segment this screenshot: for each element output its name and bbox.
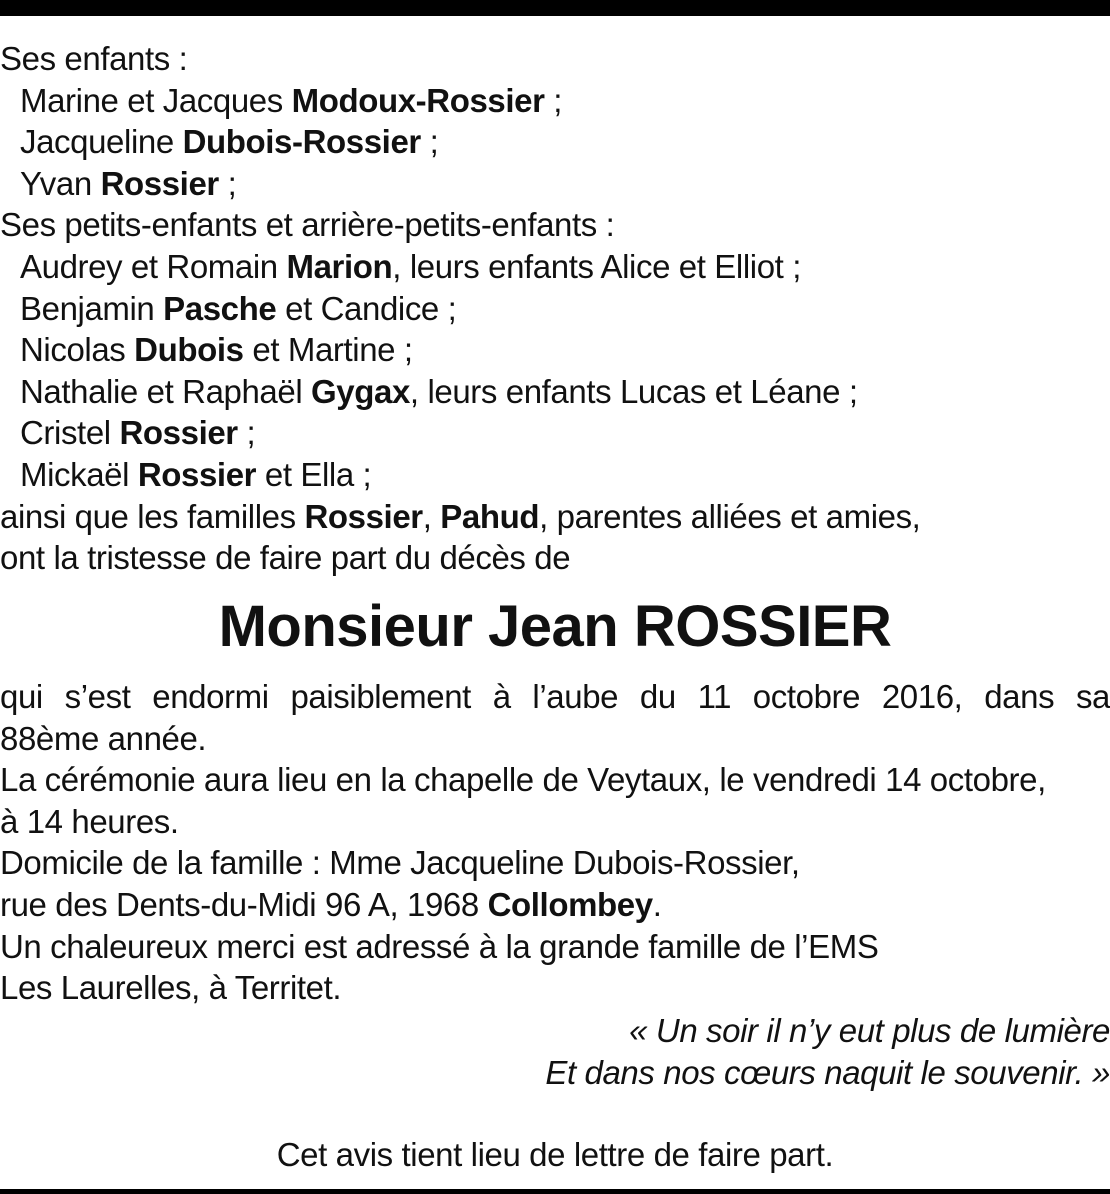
grandchild-given: Benjamin — [20, 289, 164, 327]
grandchild-given: Audrey et Romain — [20, 247, 287, 285]
domicile-address: rue des Dents-du-Midi 96 A, 1968 — [0, 885, 488, 923]
families-prefix: ainsi que les familles — [0, 497, 305, 535]
grandchild-entry — [0, 412, 1110, 454]
top-rule — [0, 0, 1110, 16]
grandchild-entry — [0, 329, 1110, 371]
families-separator: , — [422, 497, 441, 535]
grandchild-entry — [0, 371, 1110, 413]
thanks-line-1: Un chaleureux merci est adressé à la grande famille de l’EMS — [0, 927, 879, 965]
child-given: Yvan — [20, 164, 101, 202]
footer-note: Cet avis tient lieu de lettre de faire part. — [276, 1136, 834, 1173]
domicile-city: Collombey — [487, 885, 653, 923]
domicile-line-1: Domicile de la famille : Mme Jacqueline Dubois-Rossier, — [0, 844, 800, 882]
quote-line-1: « Un soir il n’y eut plus de lumière — [629, 1012, 1110, 1049]
deceased-name: Monsieur Jean ROSSIER — [218, 594, 892, 659]
grandchild-surname: Rossier — [137, 455, 257, 493]
memorial-quote — [545, 1010, 1110, 1093]
grandchild-given: Cristel — [20, 414, 120, 452]
grandchild-entry — [0, 288, 1110, 330]
grandchild-tail: , leurs enfants Alice et Elliot ; — [392, 247, 801, 285]
grandchild-surname: Dubois — [134, 331, 244, 369]
details — [0, 676, 1110, 1009]
ceremony-line-1: La cérémonie aura lieu en la chapelle de Veytaux, le vendredi 14 octobre, — [0, 761, 1046, 799]
grandchild-tail: et Ella ; — [256, 455, 372, 493]
grandchild-given: Mickaël — [20, 455, 138, 493]
grandchildren-heading: Ses petits-enfants et arrière-petits-enfants : — [0, 206, 615, 244]
child-tail: ; — [544, 81, 563, 119]
child-given: Marine et Jacques — [20, 81, 292, 119]
child-tail: ; — [420, 123, 439, 161]
grandchild-tail: et Martine ; — [243, 331, 413, 369]
bottom-rule — [0, 1189, 1110, 1194]
grandchild-tail: ; — [237, 414, 256, 452]
grandchild-tail: et Candice ; — [276, 289, 457, 327]
death-line-1: qui s’est endormi paisiblement à l’aube du 11 octobre 2016, dans sa — [0, 678, 1110, 715]
domicile-suffix: . — [652, 885, 662, 923]
grandchild-entry — [0, 454, 1110, 496]
child-entry — [0, 80, 1110, 122]
child-surname: Rossier — [100, 164, 219, 202]
thanks-line-2: Les Laurelles, à Territet. — [0, 969, 342, 1007]
child-surname: Dubois-Rossier — [182, 123, 421, 161]
grandchild-surname: Gygax — [311, 372, 410, 410]
children-heading: Ses enfants : — [0, 40, 188, 77]
grandchild-surname: Rossier — [119, 414, 238, 452]
quote-line-2: Et dans nos cœurs naquit le souvenir. » — [545, 1053, 1110, 1091]
grandchild-surname: Pasche — [163, 289, 277, 327]
domicile-line-2 — [0, 884, 1110, 926]
families-suffix: , parentes alliées et amies, — [539, 497, 921, 535]
ceremony-line-2: à 14 heures. — [0, 802, 179, 840]
grandchild-given: Nicolas — [20, 331, 135, 369]
child-entry — [0, 163, 1110, 205]
child-surname: Modoux-Rossier — [291, 81, 545, 119]
extended-families — [0, 496, 1110, 538]
family-list — [0, 38, 1110, 579]
death-line-2: 88ème année. — [0, 719, 207, 757]
family-name-pahud: Pahud — [440, 497, 540, 535]
child-given: Jacqueline — [20, 123, 183, 161]
child-tail: ; — [218, 164, 237, 202]
grandchild-tail: , leurs enfants Lucas et Léane ; — [409, 372, 858, 410]
family-name-rossier: Rossier — [304, 497, 423, 535]
grandchild-entry — [0, 246, 1110, 288]
child-entry — [0, 121, 1110, 163]
grandchild-given: Nathalie et Raphaël — [20, 372, 312, 410]
grandchild-surname: Marion — [286, 247, 393, 285]
announcement-text: ont la tristesse de faire part du décès de — [0, 539, 571, 577]
